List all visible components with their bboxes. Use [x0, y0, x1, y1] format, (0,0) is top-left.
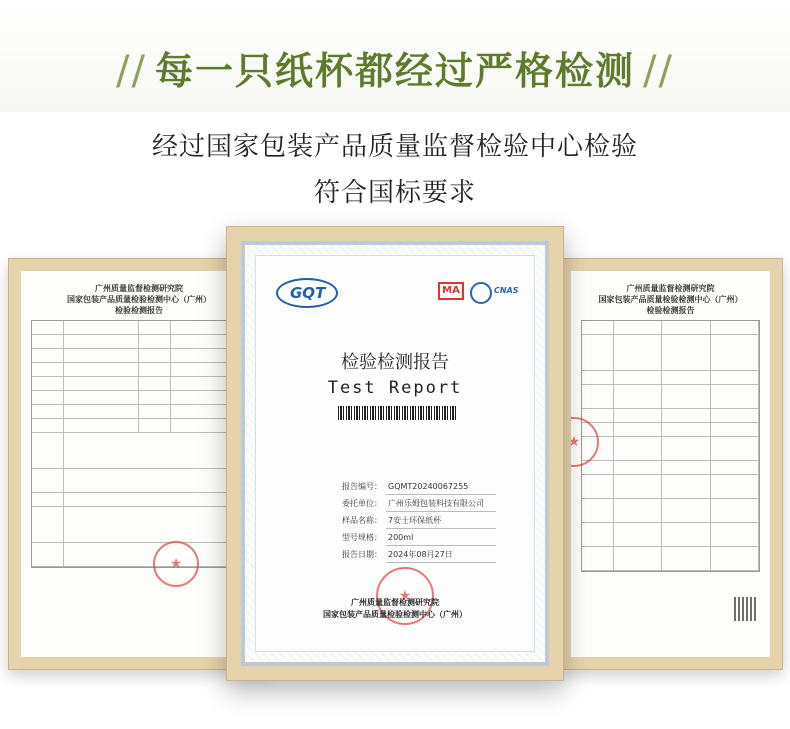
ma-logo-icon — [438, 282, 464, 300]
left-report-org-2: 国家包装产品质量检验检测中心（广州） — [67, 295, 211, 304]
table-row — [32, 433, 246, 469]
right-report-table — [581, 320, 760, 572]
right-report-org-2: 国家包装产品质量检验检测中心（广州） — [598, 295, 743, 304]
certificate-info — [342, 478, 496, 563]
left-report-paper — [21, 271, 257, 657]
table-row — [582, 437, 759, 461]
cnas-logo-text: CNAS — [494, 286, 519, 295]
table-row — [582, 523, 759, 547]
info-value: 200ml — [386, 529, 496, 546]
info-value: 广州乐姆包装科技有限公司 — [386, 495, 496, 512]
table-row — [582, 371, 759, 385]
table-row — [32, 391, 246, 405]
qr-code-icon — [734, 597, 758, 621]
info-value: 2024年08月27日 — [386, 546, 496, 563]
certificate-paper — [241, 241, 549, 666]
table-row — [582, 461, 759, 475]
table-row — [582, 409, 759, 423]
table-row — [32, 321, 246, 335]
certificate-org — [256, 597, 534, 621]
table-row — [582, 475, 759, 499]
page-headline — [0, 40, 790, 95]
info-label: 型号规格： — [342, 533, 382, 542]
table-row — [32, 507, 246, 543]
table-row — [582, 385, 759, 409]
headline-slash-right: // — [643, 48, 674, 94]
barcode-icon — [338, 406, 456, 420]
right-report-org-1: 广州质量监督检测研究院 — [626, 284, 715, 293]
table-row — [582, 335, 759, 371]
info-label: 样品名称： — [342, 516, 382, 525]
right-report-frame — [558, 258, 783, 670]
info-value: GQMT20240067255 — [386, 478, 496, 495]
ilac-logo-icon — [470, 282, 492, 304]
gqt-logo-icon — [276, 278, 338, 308]
ma-logo-text: MA — [442, 285, 460, 296]
subtitle-line-1: 经过国家包装产品质量监督检验中心检验 — [151, 132, 638, 162]
subtitle-line-2: 符合国标要求 — [313, 178, 476, 208]
certificate-inner — [255, 255, 535, 652]
table-row — [32, 543, 246, 567]
right-report-org-3: 检验检测报告 — [646, 306, 695, 315]
headline-text: 每一只纸杯都经过严格检测 — [154, 49, 635, 93]
table-row — [32, 377, 246, 391]
table-row — [582, 321, 759, 335]
right-report-paper — [571, 271, 770, 657]
table-row — [32, 493, 246, 507]
table-row — [32, 335, 246, 349]
info-row-sample — [342, 512, 496, 529]
left-report-stamp — [153, 541, 199, 587]
left-report-table — [31, 320, 247, 568]
table-row — [32, 405, 246, 419]
certificate-title-en: Test Report — [327, 378, 463, 398]
table-row — [32, 469, 246, 493]
info-value: 7安士环保纸杯 — [386, 512, 496, 529]
table-row — [582, 499, 759, 523]
center-certificate-frame — [226, 226, 564, 681]
info-row-spec — [342, 529, 496, 546]
info-label: 报告编号： — [342, 482, 382, 491]
right-report-header — [571, 271, 770, 316]
headline-slash-left: // — [116, 48, 147, 94]
certificate-org-1: 广州质量监督检测研究院 — [351, 598, 439, 607]
info-row-client — [342, 495, 496, 512]
table-row — [582, 423, 759, 437]
table-row — [32, 349, 246, 363]
table-row — [32, 363, 246, 377]
info-row-report-no — [342, 478, 496, 495]
table-row — [582, 547, 759, 571]
info-row-date — [342, 546, 496, 563]
left-report-header — [21, 271, 257, 316]
gqt-logo-text: GQT — [290, 284, 326, 302]
left-report-org-3: 检验检测报告 — [115, 306, 163, 315]
certificate-org-2: 国家包装产品质量检验检测中心（广州） — [323, 610, 467, 619]
table-row — [32, 419, 246, 433]
info-label: 委托单位： — [342, 499, 382, 508]
certificate-title-cn: 检验检测报告 — [341, 352, 449, 373]
left-report-org-1: 广州质量监督检测研究院 — [95, 284, 183, 293]
info-label: 报告日期： — [342, 550, 382, 559]
